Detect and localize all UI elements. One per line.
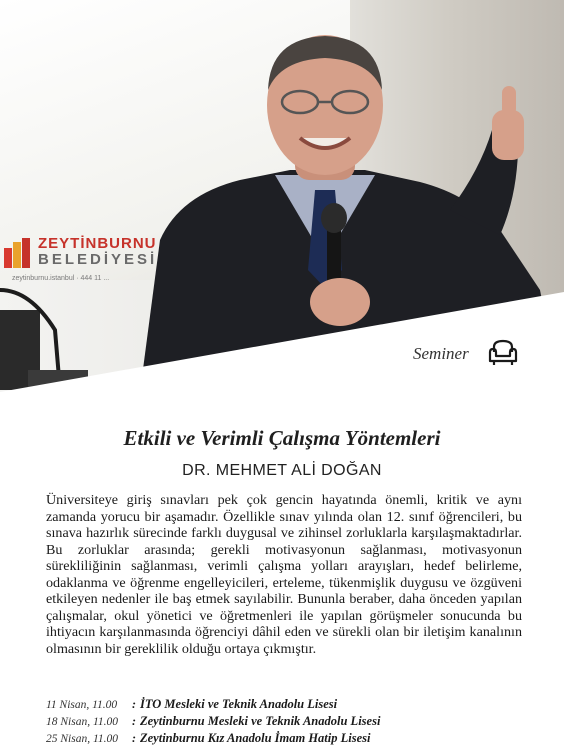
schedule-location: Zeytinburnu Kız Anadolu İmam Hatip Lisesi (140, 731, 371, 745)
schedule-row (46, 695, 546, 712)
schedule-list (46, 695, 546, 746)
armchair-icon (487, 338, 519, 368)
schedule-separator: : (132, 714, 136, 728)
schedule-date: 18 Nisan, 11.00 (46, 716, 118, 728)
schedule-location: İTO Mesleki ve Teknik Anadolu Lisesi (140, 697, 338, 711)
logo-line-2: BELEDİYESİ (38, 251, 158, 268)
author-name: DR. MEHMET ALİ DOĞAN (182, 462, 382, 479)
schedule-separator: : (132, 731, 136, 745)
schedule-location: Zeytinburnu Mesleki ve Teknik Anadolu Lisesi (140, 714, 381, 728)
seminar-title: Etkili ve Verimli Çalışma Yöntemleri (123, 426, 441, 450)
schedule-date: 11 Nisan, 11.00 (46, 699, 118, 711)
seminar-description: Üniversiteye giriş sınavları pek çok gencin hayatında önemli, kritik ve aynı zamanda yorucu bir aşamadır. Özellikle sınav yılında olan 12. sınıf öğrencileri, bu sınava hazırlık sürecinde farklı duygusal ve zihinsel zorluklarla karşılaşmaktadırlar. Bu zorluklar arasında; gerekli motivasyonun sağlanması, motivasyonun sürekliliğinin sağlanması, verimli çalışma yolları arayışları, hedef belirleme, odaklanma ve öğrenme engelleyicileri, erteleme, tükenmişlik duygusu ve özgüveni etkileyen nedenler ile baş etmek sayılabilir. Bununla beraber, daha önceden yapılan çalışmalar, okul yönetici ve öğretmenleri ile yapılan görüşmeler sonucunda bu ihtiyacın karşılanmasında öğrenciyi dâhil eden ve sürekli olan bir iletişim kanalının olmasının bir gereklilik olduğu ortaya çıkmıştır. (46, 492, 522, 657)
schedule-date: 25 Nisan, 11.00 (46, 733, 118, 745)
category-label: Seminer (413, 344, 469, 363)
schedule-separator: : (132, 697, 136, 711)
logo-line-1: ZEYTİNBURNU (38, 235, 157, 252)
schedule-row (46, 712, 546, 729)
schedule-row (46, 729, 546, 746)
logo-website-text: zeytinburnu.istanbul · 444 11 ... (12, 275, 110, 282)
